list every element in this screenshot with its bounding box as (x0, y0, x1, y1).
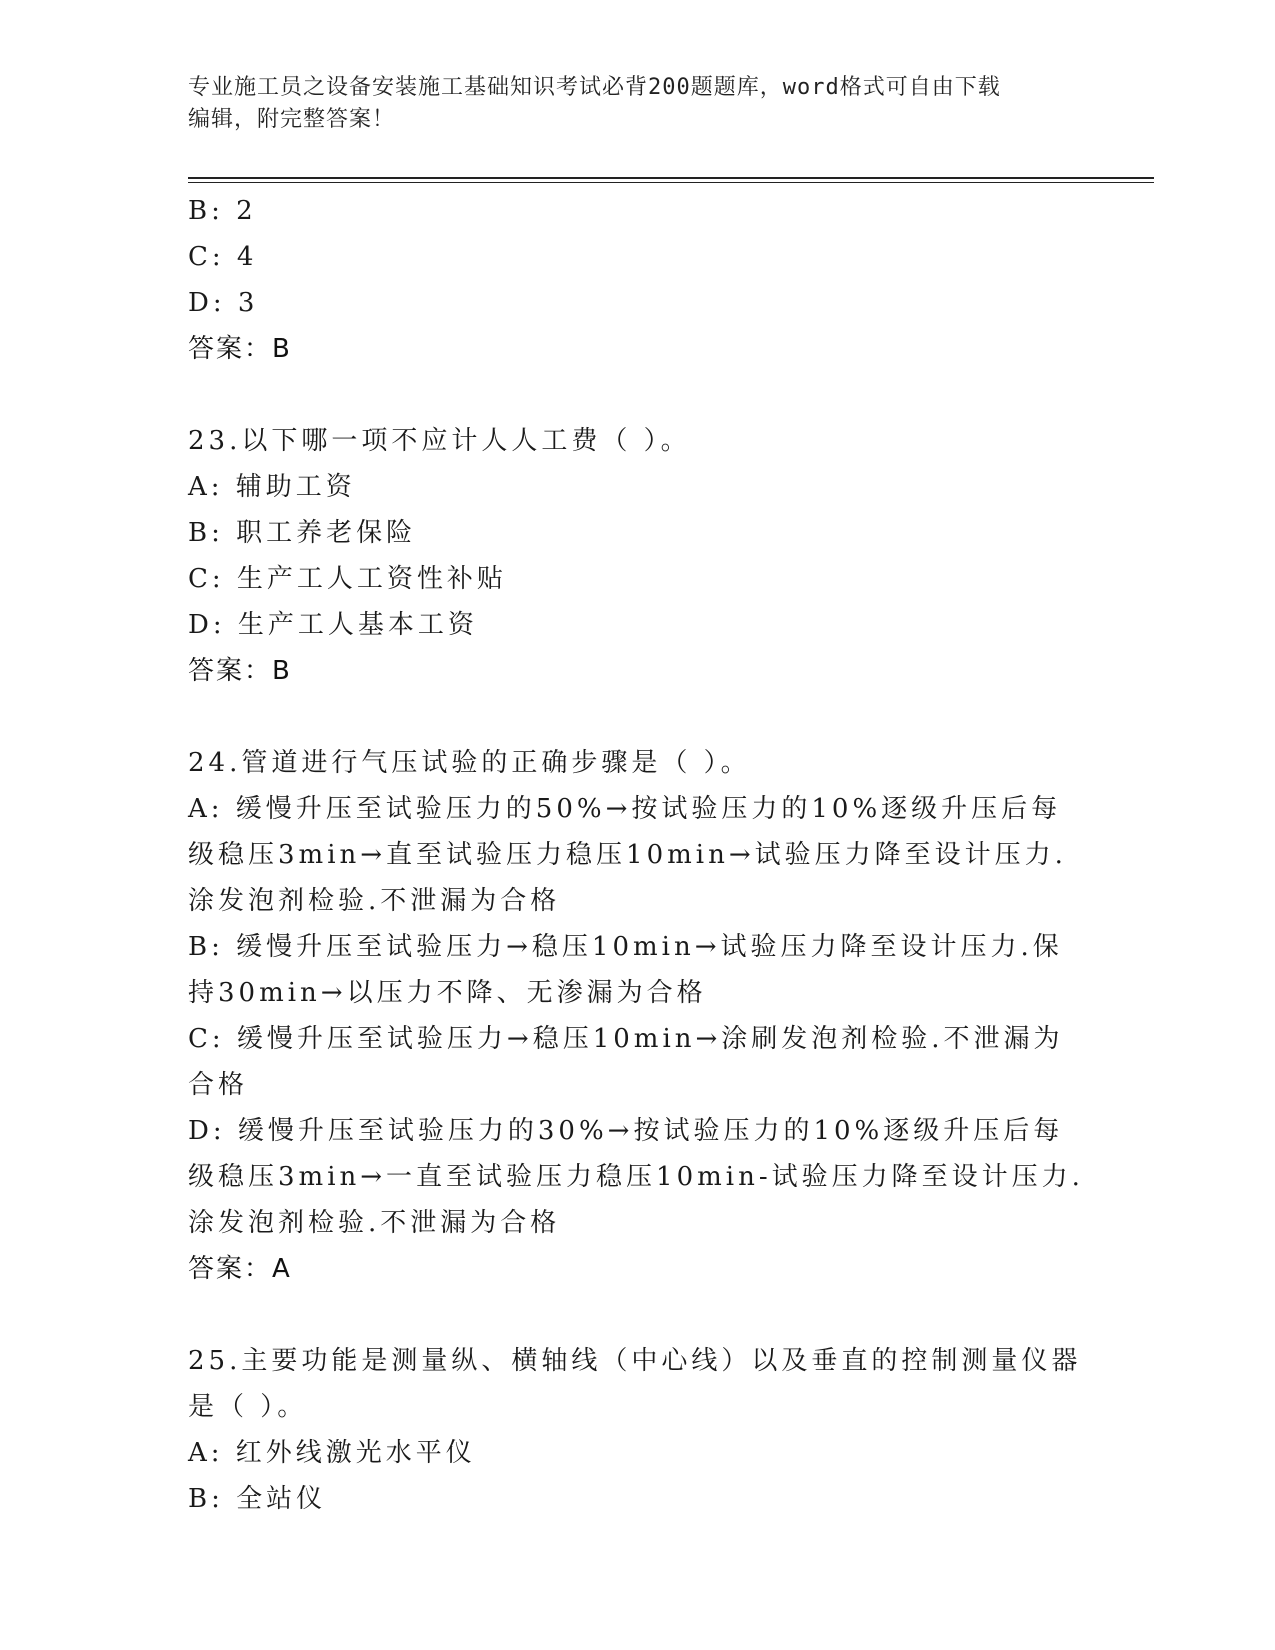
option-d: D: 3 (188, 288, 259, 318)
spacer (188, 1292, 1088, 1338)
answer-line: 答案：A (188, 1254, 292, 1284)
question-22-tail (188, 188, 1088, 372)
answer-line: 答案：B (188, 656, 292, 686)
spacer (188, 694, 1088, 740)
option-a: A: 红外线激光水平仪 (188, 1438, 476, 1468)
header-title-line-1: 专业施工员之设备安装施工基础知识考试必背200题题库，word格式可自由下载 (188, 75, 1001, 100)
question-23 (188, 418, 1088, 694)
option-b: B: 2 (188, 196, 257, 226)
option-d: D: 生产工人基本工资 (188, 610, 478, 640)
option-c: C: 缓慢升压至试验压力→稳压10min→涂刷发泡剂检验.不泄漏为合格 (188, 1024, 1064, 1100)
question-list (188, 188, 1088, 1522)
option-b: B: 缓慢升压至试验压力→稳压10min→试验压力降至设计压力.保持30min→以压力不降、无渗漏为合格 (188, 932, 1063, 1008)
spacer (188, 372, 1088, 418)
option-c: C: 生产工人工资性补贴 (188, 564, 507, 594)
question-24 (188, 740, 1088, 1292)
option-b: B: 全站仪 (188, 1484, 327, 1514)
header-title-line-2: 编辑，附完整答案！ (188, 107, 396, 132)
option-a: A: 缓慢升压至试验压力的50%→按试验压力的10%逐级升压后每级稳压3min→直至试验压力稳压10min→试验压力降至设计压力.涂发泡剂检验.不泄漏为合格 (188, 794, 1067, 916)
answer-line: 答案：B (188, 334, 292, 364)
option-d: D: 缓慢升压至试验压力的30%→按试验压力的10%逐级升压后每级稳压3min→一直至试验压力稳压10min-试验压力降至设计压力.涂发泡剂检验.不泄漏为合格 (188, 1116, 1084, 1238)
question-25 (188, 1338, 1088, 1522)
header-divider-thin (188, 182, 1154, 183)
option-a: A: 辅助工资 (188, 472, 356, 502)
document-header (188, 72, 1088, 136)
question-stem: 25.主要功能是测量纵、横轴线（中心线）以及垂直的控制测量仪器是（ ）。 (188, 1346, 1082, 1422)
question-stem: 24.管道进行气压试验的正确步骤是（ ）。 (188, 748, 751, 778)
option-b: B: 职工养老保险 (188, 518, 417, 548)
option-c: C: 4 (188, 242, 258, 272)
header-divider-thick (188, 177, 1154, 179)
question-stem: 23.以下哪一项不应计人人工费（ ）。 (188, 426, 691, 456)
